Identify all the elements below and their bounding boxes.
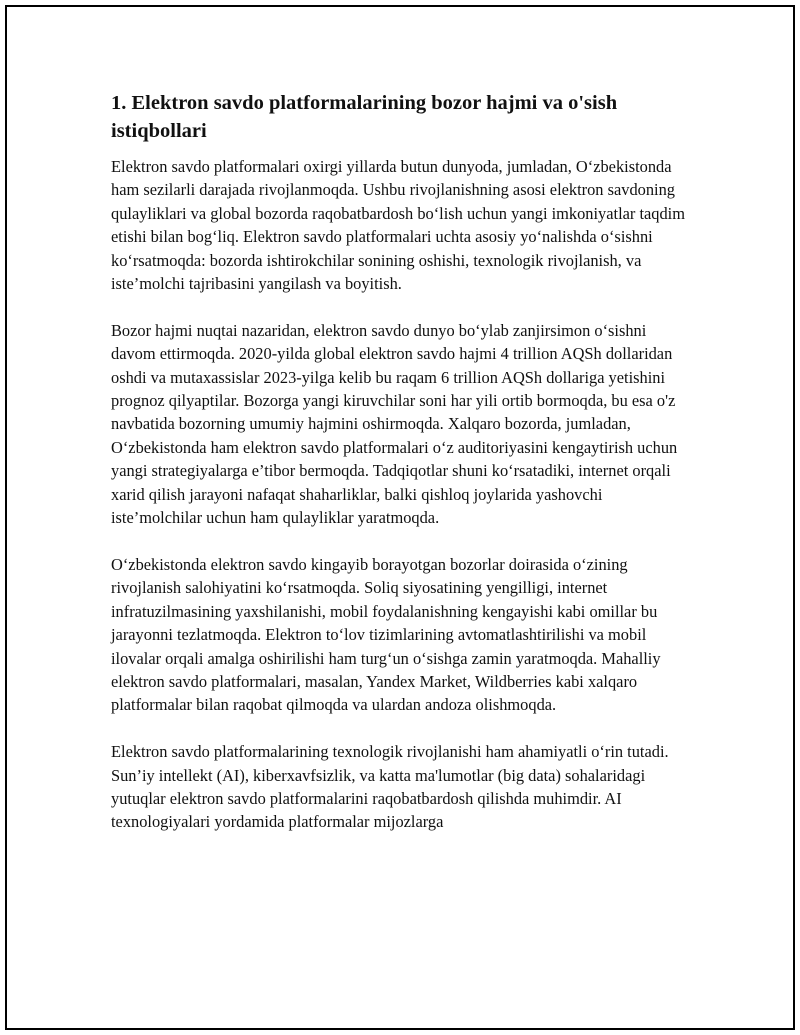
document-body [111, 89, 691, 857]
paragraph: Elektron savdo platformalari oxirgi yillarda butun dunyoda, jumladan, O‘zbekistonda ham sezilarli darajada rivojlanmoqda. Ushbu rivojlanishning asosi elektron savdoning qulayliklari va global bozorda raqobatbardosh bo‘lish uchun yangi imkoniyatlar taqdim etishi bilan bog‘liq. Elektron savdo platformalari uchta asosiy yo‘nalishda o‘sishni ko‘rsatmoqda: bozorda ishtirokchilar sonining oshishi, texnologik rivojlanish, va iste’molchi tajribasini yangilash va boyitish. [111, 157, 685, 294]
paragraph: Bozor hajmi nuqtai nazaridan, elektron savdo dunyo bo‘ylab zanjirsimon o‘sishni davom ettirmoqda. 2020-yilda global elektron savdo hajmi 4 trillion AQSh dollaridan oshdi va mutaxassislar 2023-yilga kelib bu raqam 6 trillion AQSh dollariga yetishini prognoz qilyaptilar. Bozorga yangi kiruvchilar soni har yili ortib bormoqda, bu esa o'z navbatida bozorning umumiy hajmini oshirmoqda. Xalqaro bozorda, jumladan, O‘zbekistonda ham elektron savdo platformalari o‘z auditoriyasini kengaytirish uchun yangi strategiyalarga e’tibor bermoqda. Tadqiqotlar shuni ko‘rsatadiki, internet orqali xarid qilish jarayoni nafaqat shaharliklar, balki qishloq joylarida yashovchi iste’molchilar uchun ham qulayliklar yaratmoqda. [111, 320, 678, 528]
section-heading: 1. Elektron savdo platformalarining bozor hajmi va o'sish istiqbollari [111, 92, 618, 142]
paragraph: O‘zbekistonda elektron savdo kingayib borayotgan bozorlar doirasida o‘zining rivojlanish salohiyatini ko‘rsatmoqda. Soliq siyosatining yengilligi, internet infratuzilmasining yaxshilanishi, mobil foydalanishning kengayishi kabi omillar bu jarayonni tezlatmoqda. Elektron to‘lov tizimlarining avtomatlashtirilishi va mobil ilovalar orqali amalga oshirilishi ham turg‘un o‘sishga zamin yaratmoqda. Mahalliy elektron savdo platformalari, masalan, Yandex Market, Wildberries kabi xalqaro platformalar bilan raqobat qilmoqda va ulardan andoza olishmoqda. [111, 554, 661, 715]
paragraph: Elektron savdo platformalarining texnologik rivojlanishi ham ahamiyatli o‘rin tutadi. Sun’iy intellekt (AI), kiberxavfsizlik, va katta ma'lumotlar (big data) sohalaridagi yutuqlar elektron savdo platformalarini raqobatbardosh qilishda muhimdir. AI texnologiyalari yordamida platformalar mijozlarga [111, 742, 669, 832]
